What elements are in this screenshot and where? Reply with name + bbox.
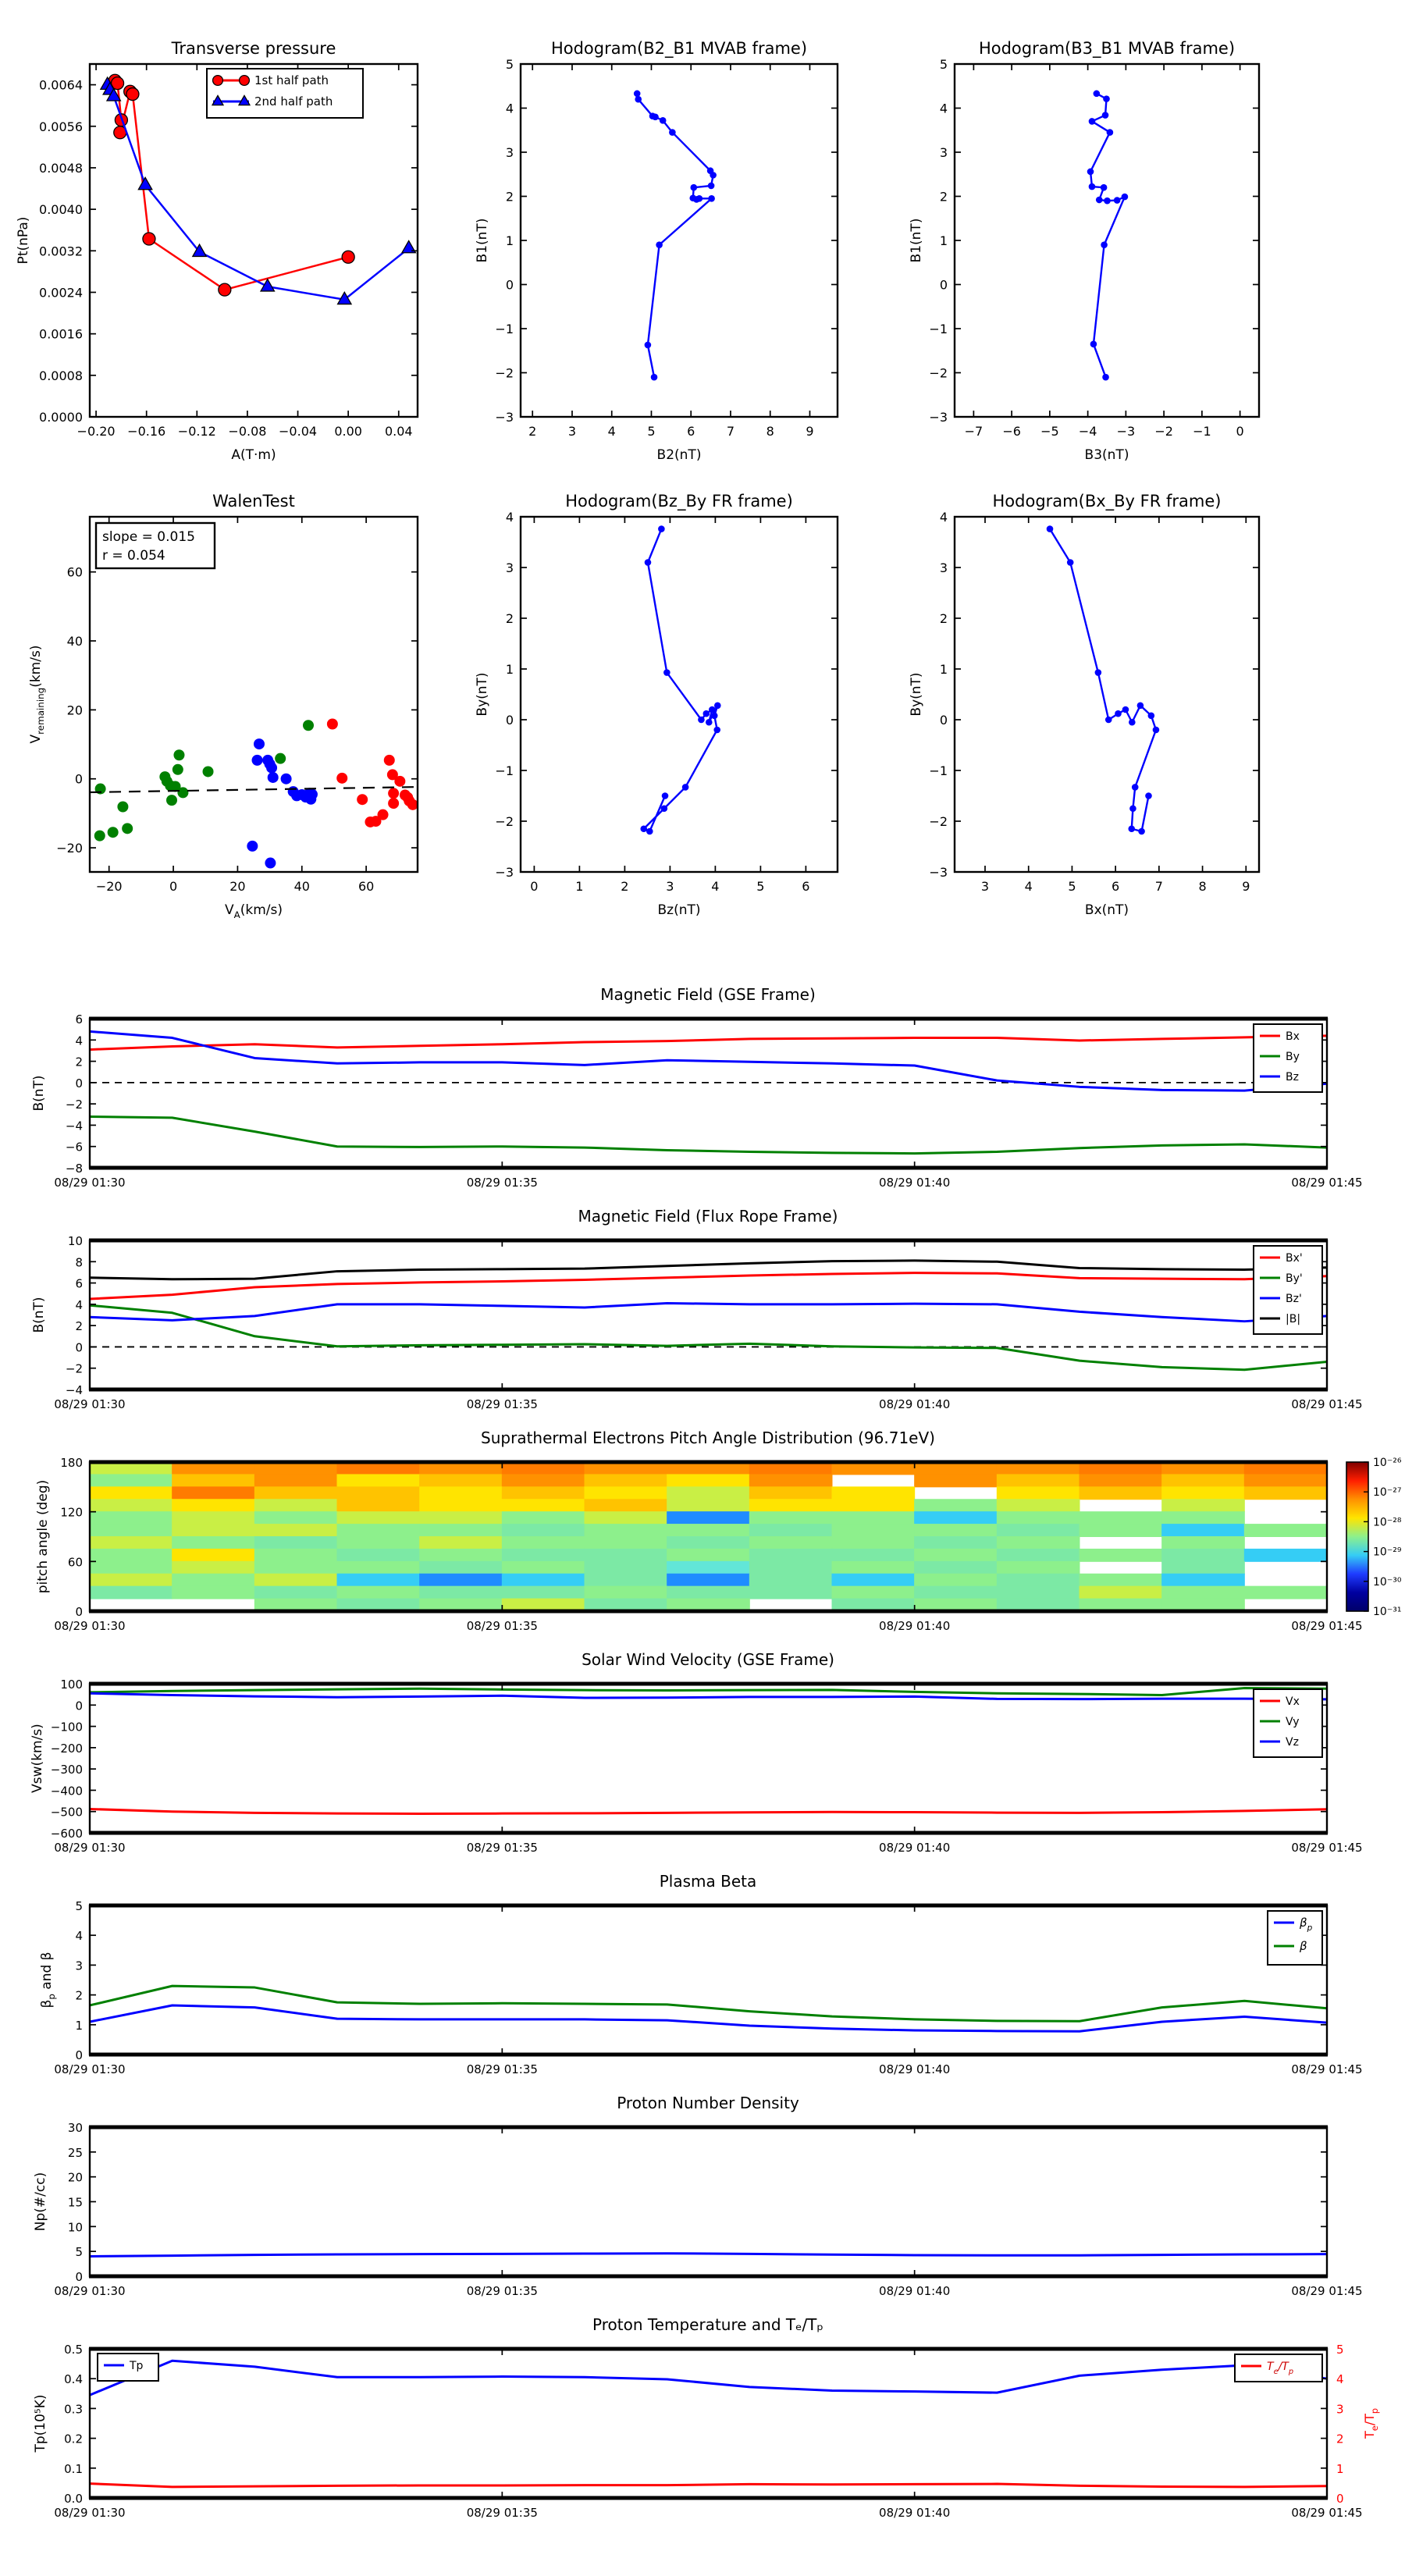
proton-temperature-panel	[16, 2298, 1405, 2523]
x-tick-label: 5	[1068, 879, 1076, 894]
chart-title-hodogram-b2b1: Hodogram(B2_B1 MVAB frame)	[550, 39, 808, 58]
x-tick-label: 9	[806, 424, 814, 439]
x-axis-label: B2(nT)	[656, 447, 702, 463]
chart-title-walen-test: WalenTest	[212, 492, 295, 511]
y-tick-label: −400	[50, 1784, 83, 1799]
y-tick-label: 4	[939, 101, 948, 116]
x-tick-label: 08/29 01:35	[466, 2506, 538, 2520]
y-tick-label: 25	[67, 2145, 83, 2160]
y-tick-label: 30	[67, 2121, 83, 2135]
y-tick-label: −2	[929, 365, 948, 381]
y-tick-label: −1	[495, 322, 514, 336]
y-tick-label: −3	[495, 410, 514, 425]
y-tick-label: −200	[50, 1741, 83, 1756]
x-tick-label: 08/29 01:40	[879, 1619, 951, 1633]
colorbar-tick-label: 10⁻³⁰	[1373, 1575, 1402, 1589]
x-tick-label: 5	[647, 424, 656, 439]
x-tick-label: −20	[95, 879, 123, 894]
y-tick-label: −6	[65, 1140, 83, 1155]
x-tick-label: 3	[567, 424, 577, 439]
y-tick-label: 3	[75, 1959, 83, 1973]
x-tick-label: 6	[802, 879, 810, 894]
y-tick-label: −2	[65, 1098, 83, 1112]
y-tick-label: 6	[75, 1012, 83, 1026]
y-tick-label: 5	[505, 57, 514, 72]
y-axis-label: By(nT)	[909, 672, 924, 717]
x-tick-label: −1	[1193, 424, 1211, 439]
y-tick-label: 0	[75, 1076, 83, 1091]
y-tick-label: 0	[75, 1605, 83, 1619]
y-tick-label: 5	[75, 2245, 83, 2260]
x-tick-label: 08/29 01:30	[54, 1619, 126, 1633]
y-tick-label: −3	[929, 865, 948, 880]
x-tick-label: 1	[575, 879, 584, 894]
legend-label: $\beta_p$	[1300, 1916, 1313, 1933]
legend-label: Tp	[130, 2360, 144, 2372]
panel-title-b-fr: Magnetic Field (Flux Rope Frame)	[578, 1207, 838, 1226]
x-tick-label: 4	[607, 424, 616, 439]
panel-title-b-gse: Magnetic Field (GSE Frame)	[600, 985, 816, 1004]
x-tick-label: 08/29 01:45	[1291, 2284, 1363, 2298]
y-tick-label: 2	[939, 189, 948, 205]
electron-pad-panel	[16, 1411, 1405, 1636]
panel-title-electron-pad: Suprathermal Electrons Pitch Angle Distribution (96.71eV)	[481, 1429, 935, 1447]
x-tick-label: 08/29 01:45	[1291, 2062, 1363, 2076]
y-tick-label: 0	[75, 1699, 83, 1713]
b-fr-panel	[16, 1190, 1405, 1414]
x-tick-label: −6	[1002, 424, 1021, 439]
y-tick-label: 180	[60, 1456, 83, 1470]
hodogram-b2b1-plot	[468, 16, 890, 472]
x-tick-label: 08/29 01:45	[1291, 2506, 1363, 2520]
x-tick-label: 08/29 01:40	[879, 1397, 951, 1411]
y-axis-label: Tp(10⁵K)	[33, 2394, 48, 2453]
x-tick-label: 08/29 01:30	[54, 1397, 126, 1411]
x-tick-label: −7	[964, 424, 984, 439]
x-tick-label: 08/29 01:35	[466, 2062, 538, 2076]
x-tick-label: 08/29 01:35	[466, 2284, 538, 2298]
y-axis-label: Pt(nPa)	[16, 216, 31, 265]
y-axis-label: B1(nT)	[475, 218, 490, 263]
y-tick-label: 0.0048	[39, 160, 83, 176]
x-tick-label: 08/29 01:30	[54, 2506, 126, 2520]
y-tick-label: 4	[939, 510, 948, 525]
x-axis-label: A(T·m)	[231, 447, 276, 463]
right-y-axis-label: $T_e/T_p$	[1362, 2408, 1380, 2439]
y-tick-label: −2	[495, 814, 514, 829]
right-y-tick-label: 3	[1336, 2402, 1344, 2417]
y-tick-label: 0.0040	[39, 202, 83, 218]
right-y-tick-label: 4	[1336, 2372, 1344, 2387]
y-tick-label: 5	[939, 57, 948, 72]
y-axis-label: pitch angle (deg)	[35, 1479, 51, 1594]
colorbar-tick-label: 10⁻³¹	[1373, 1606, 1402, 1618]
y-tick-label: 0	[74, 771, 83, 787]
y-tick-label: 0	[505, 277, 514, 293]
x-tick-label: 6	[1112, 879, 1120, 894]
vsw-panel	[16, 1633, 1405, 1858]
colorbar-tick-label: 10⁻²⁷	[1373, 1486, 1402, 1500]
x-tick-label: 08/29 01:40	[879, 1841, 951, 1855]
x-tick-label: −0.20	[76, 424, 116, 439]
y-tick-label: 0.0032	[39, 244, 83, 259]
y-tick-label: −300	[50, 1763, 83, 1777]
y-tick-label: 1	[939, 662, 948, 677]
legend-label: Bx'	[1286, 1252, 1303, 1265]
x-axis-label: Bx(nT)	[1084, 902, 1129, 918]
right-y-tick-label: 2	[1336, 2432, 1344, 2446]
x-tick-label: 20	[229, 879, 246, 894]
x-axis-label: Bz(nT)	[657, 902, 701, 918]
x-axis-label: $V_A(km/s)$	[224, 902, 283, 920]
x-tick-label: −0.04	[279, 424, 318, 439]
y-tick-label: 15	[67, 2195, 83, 2210]
x-tick-label: 3	[666, 879, 674, 894]
legend-label: $T_e/T_p$	[1267, 2361, 1294, 2376]
y-tick-label: 2	[75, 1319, 83, 1334]
x-tick-label: 0	[1236, 424, 1244, 439]
y-tick-label: 4	[75, 1297, 83, 1312]
y-tick-label: −2	[495, 365, 514, 381]
panel-title-proton-temperature: Proton Temperature and Tₑ/Tₚ	[592, 2315, 823, 2334]
y-tick-label: 2	[505, 611, 514, 626]
x-tick-label: 3	[980, 879, 990, 894]
y-tick-label: −20	[56, 841, 83, 856]
x-tick-label: 08/29 01:45	[1291, 1397, 1363, 1411]
y-tick-label: 5	[75, 1899, 83, 1913]
y-tick-label: 3	[505, 560, 514, 575]
y-tick-label: −4	[65, 1383, 83, 1397]
x-tick-label: 0	[530, 879, 539, 894]
y-tick-label: 10	[67, 1234, 83, 1248]
panel-title-proton-density: Proton Number Density	[617, 2094, 799, 2112]
legend-label: Vz	[1286, 1736, 1299, 1749]
y-tick-label: 0	[505, 713, 514, 728]
y-tick-label: 0.2	[64, 2432, 83, 2446]
y-tick-label: −500	[50, 1805, 83, 1820]
x-tick-label: 08/29 01:30	[54, 2284, 126, 2298]
y-tick-label: −1	[929, 763, 948, 778]
y-tick-label: 0.0	[64, 2492, 83, 2506]
y-tick-label: 3	[939, 560, 948, 575]
x-tick-label: 6	[687, 424, 695, 439]
annotation-line: slope = 0.015	[102, 529, 195, 545]
y-axis-label: By(nT)	[475, 672, 490, 717]
y-tick-label: 0	[75, 1340, 83, 1355]
plasma-beta-panel	[16, 1855, 1405, 2080]
legend-label: Bx	[1286, 1030, 1300, 1043]
legend-label: Bz'	[1286, 1293, 1302, 1305]
chart-title-hodogram-bzby: Hodogram(Bz_By FR frame)	[565, 492, 793, 511]
legend-label: By'	[1286, 1272, 1303, 1285]
transverse-pressure-plot	[16, 16, 461, 472]
y-tick-label: 40	[66, 634, 83, 649]
y-tick-label: 20	[66, 703, 83, 718]
y-axis-label: B(nT)	[31, 1075, 47, 1112]
x-tick-label: 8	[1198, 879, 1207, 894]
y-tick-label: −2	[929, 814, 948, 829]
right-y-tick-label: 1	[1336, 2461, 1344, 2476]
y-tick-label: −3	[929, 410, 948, 425]
x-tick-label: 60	[357, 879, 375, 894]
y-tick-label: 2	[939, 611, 948, 626]
right-y-tick-label: 5	[1336, 2343, 1344, 2357]
chart-title-transverse-pressure: Transverse pressure	[171, 39, 336, 58]
y-tick-label: 1	[505, 233, 514, 248]
y-tick-label: 100	[60, 1678, 83, 1692]
y-tick-label: −100	[50, 1720, 83, 1735]
right-y-tick-label: 0	[1336, 2492, 1344, 2506]
x-tick-label: −3	[1116, 424, 1136, 439]
x-tick-label: 08/29 01:45	[1291, 1841, 1363, 1855]
legend-label: Bz	[1286, 1071, 1299, 1083]
y-tick-label: 0.0016	[39, 326, 83, 342]
y-tick-label: 3	[939, 145, 948, 160]
x-tick-label: 2	[528, 424, 537, 439]
y-tick-label: 0	[75, 2048, 83, 2062]
x-tick-label: 08/29 01:40	[879, 2284, 951, 2298]
y-axis-label: B1(nT)	[909, 218, 924, 263]
x-tick-label: −5	[1040, 424, 1059, 439]
y-tick-label: 0.0056	[39, 119, 83, 134]
x-tick-label: −0.08	[228, 424, 267, 439]
x-tick-label: 08/29 01:40	[879, 2062, 951, 2076]
x-tick-label: 08/29 01:40	[879, 2506, 951, 2520]
y-tick-label: 1	[505, 662, 514, 677]
x-tick-label: 08/29 01:35	[466, 1841, 538, 1855]
x-tick-label: 0.04	[384, 424, 413, 439]
x-tick-label: 4	[711, 879, 720, 894]
y-tick-label: 0	[75, 2270, 83, 2284]
b-gse-panel	[16, 968, 1405, 1193]
y-axis-label: B(nT)	[31, 1297, 47, 1333]
y-tick-label: 3	[505, 145, 514, 160]
y-tick-label: 6	[75, 1276, 83, 1291]
legend-label: Vy	[1286, 1716, 1300, 1728]
x-tick-label: 0	[169, 879, 178, 894]
y-tick-label: −600	[50, 1827, 83, 1841]
annotation-line: r = 0.054	[102, 548, 165, 564]
x-tick-label: 7	[726, 424, 735, 439]
y-axis-label: Np(#/cc)	[33, 2172, 48, 2232]
hodogram-bxby-plot	[902, 476, 1339, 937]
x-tick-label: 4	[1024, 879, 1033, 894]
proton-density-panel	[16, 2076, 1405, 2301]
y-tick-label: 0.0064	[39, 77, 83, 93]
x-tick-label: 08/29 01:30	[54, 2062, 126, 2076]
legend-label: Vx	[1286, 1695, 1300, 1708]
x-tick-label: −4	[1078, 424, 1097, 439]
y-tick-label: 2	[75, 1988, 83, 2003]
y-tick-label: 4	[75, 1034, 83, 1048]
y-tick-label: 60	[67, 1555, 83, 1570]
chart-title-hodogram-bxby: Hodogram(Bx_By FR frame)	[992, 492, 1222, 511]
y-tick-label: 0.1	[64, 2461, 83, 2476]
x-tick-label: 08/29 01:30	[54, 1176, 126, 1190]
y-tick-label: 1	[939, 233, 948, 248]
y-tick-label: 0.4	[64, 2372, 83, 2387]
y-tick-label: 1	[75, 2018, 83, 2033]
hodogram-bzby-plot	[468, 476, 890, 937]
y-tick-label: −8	[65, 1162, 83, 1176]
x-tick-label: 08/29 01:45	[1291, 1176, 1363, 1190]
panel-title-plasma-beta: Plasma Beta	[659, 1872, 757, 1891]
y-tick-label: 8	[75, 1255, 83, 1270]
legend-label: By	[1286, 1051, 1300, 1063]
x-tick-label: −0.16	[127, 424, 166, 439]
y-tick-label: 20	[67, 2170, 83, 2185]
y-tick-label: 0.0000	[39, 410, 83, 425]
y-tick-label: 0	[939, 713, 948, 728]
x-tick-label: 2	[621, 879, 629, 894]
x-tick-label: 0.00	[334, 424, 362, 439]
legend-label: 2nd half path	[254, 94, 333, 109]
colorbar-tick-label: 10⁻²⁸	[1373, 1516, 1402, 1529]
legend-label: 1st half path	[254, 73, 329, 87]
y-axis-label: $\beta_p$ and β	[39, 1952, 57, 2008]
x-tick-label: 08/29 01:35	[466, 1619, 538, 1633]
panel-title-vsw: Solar Wind Velocity (GSE Frame)	[582, 1650, 834, 1669]
y-tick-label: −3	[495, 865, 514, 880]
y-tick-label: 4	[75, 1929, 83, 1944]
x-axis-label: B3(nT)	[1084, 447, 1129, 463]
x-tick-label: −2	[1154, 424, 1173, 439]
y-tick-label: 0.3	[64, 2402, 83, 2417]
x-tick-label: 08/29 01:40	[879, 1176, 951, 1190]
x-tick-label: 5	[756, 879, 765, 894]
y-tick-label: −2	[65, 1361, 83, 1376]
y-tick-label: −1	[495, 763, 514, 778]
y-tick-label: −1	[929, 322, 948, 336]
y-tick-label: 60	[66, 564, 83, 580]
chart-title-hodogram-b3b1: Hodogram(B3_B1 MVAB frame)	[978, 39, 1236, 58]
y-tick-label: −4	[65, 1119, 83, 1133]
y-tick-label: 0.0008	[39, 368, 83, 383]
y-tick-label: 10	[67, 2220, 83, 2235]
legend-label: β	[1300, 1939, 1307, 1953]
x-tick-label: 08/29 01:45	[1291, 1619, 1363, 1633]
y-tick-label: 2	[505, 189, 514, 205]
hodogram-b3b1-plot	[902, 16, 1339, 472]
x-tick-label: 7	[1154, 879, 1163, 894]
y-axis-label: Vsw(km/s)	[30, 1724, 45, 1793]
y-tick-label: 4	[505, 101, 514, 116]
y-tick-label: 0.0024	[39, 285, 83, 301]
legend-label: |B|	[1286, 1313, 1301, 1325]
x-tick-label: 40	[293, 879, 310, 894]
y-tick-label: 0.5	[64, 2343, 83, 2357]
x-tick-label: 9	[1242, 879, 1250, 894]
x-tick-label: 8	[766, 424, 774, 439]
y-tick-label: 4	[505, 510, 514, 525]
x-tick-label: −0.12	[177, 424, 216, 439]
colorbar-tick-label: 10⁻²⁹	[1373, 1546, 1402, 1559]
y-tick-label: 2	[75, 1055, 83, 1069]
x-tick-label: 08/29 01:35	[466, 1397, 538, 1411]
y-tick-label: 0	[939, 277, 948, 293]
x-tick-label: 08/29 01:35	[466, 1176, 538, 1190]
walen-test-plot	[16, 476, 461, 937]
x-tick-label: 08/29 01:30	[54, 1841, 126, 1855]
y-axis-label: $V_{remaining}(km/s)$	[28, 645, 46, 744]
colorbar-tick-label: 10⁻²⁶	[1373, 1457, 1402, 1469]
y-tick-label: 120	[60, 1505, 83, 1520]
